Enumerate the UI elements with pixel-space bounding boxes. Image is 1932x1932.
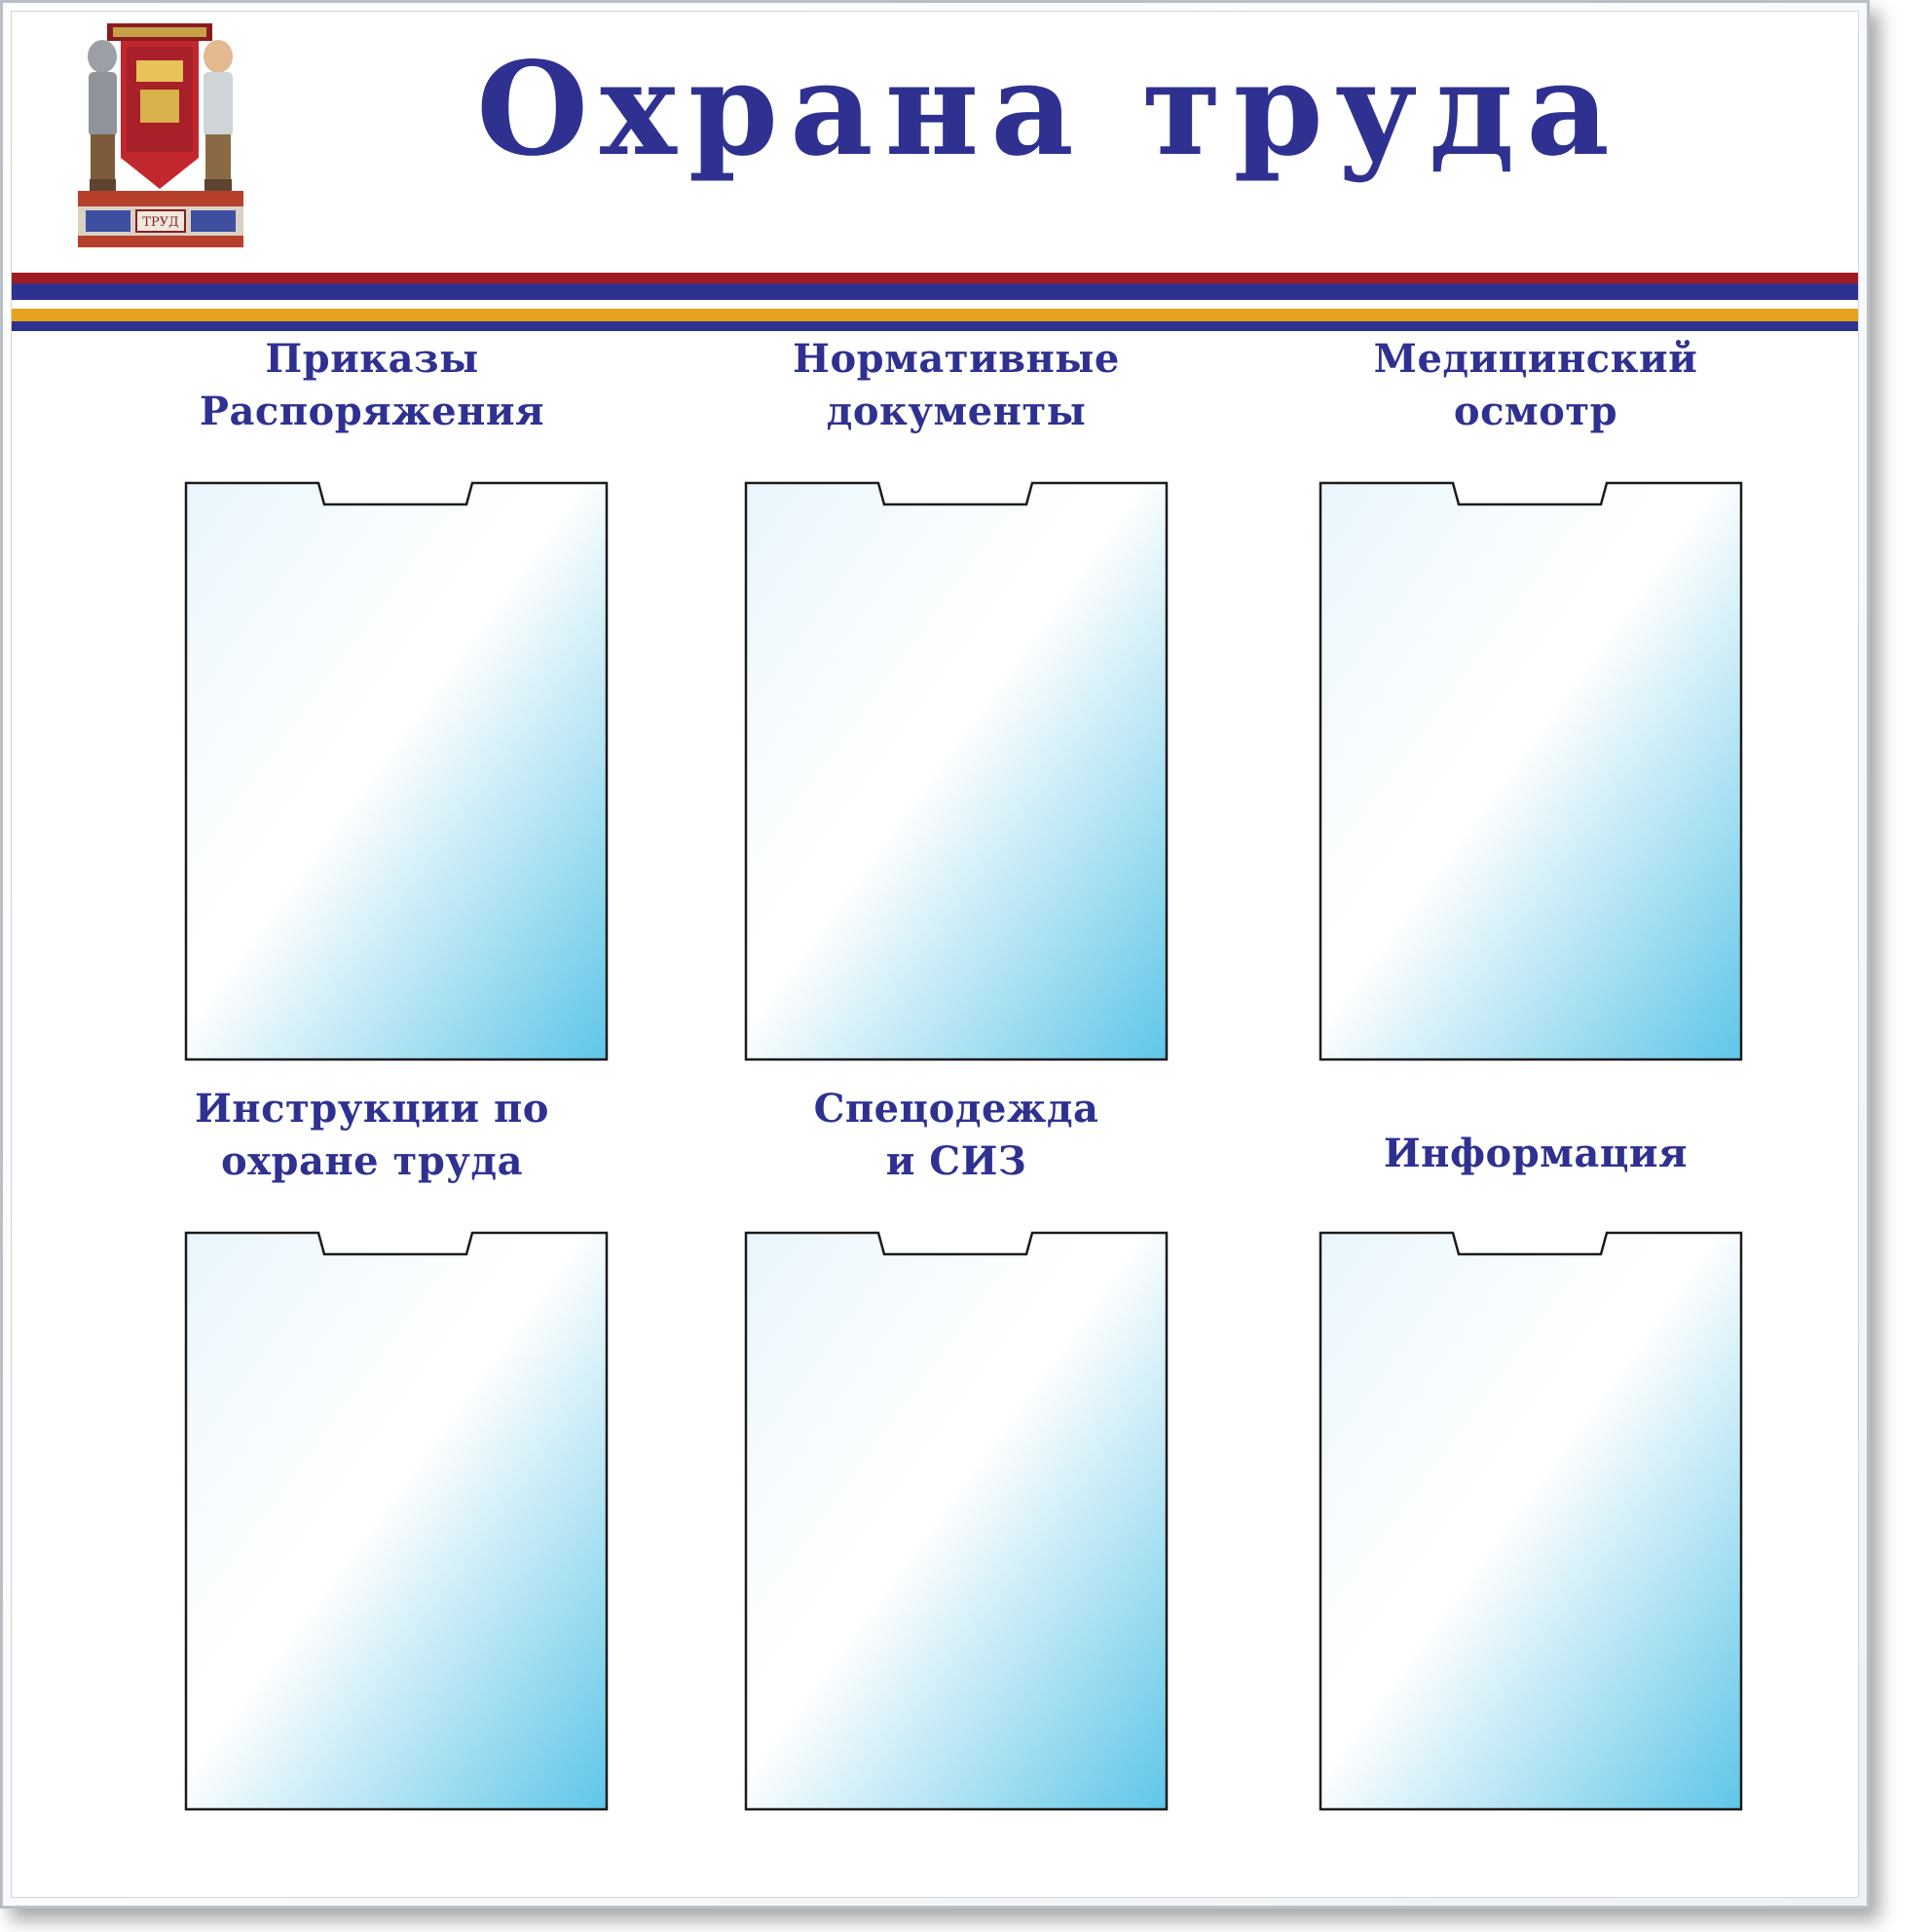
document-pocket-workwear[interactable]: [742, 1229, 1170, 1813]
pocket-grid: [12, 333, 1858, 1833]
document-pocket-medical[interactable]: [1317, 479, 1745, 1063]
pocket-row-2: [12, 1083, 1858, 1833]
stripe-white: [12, 300, 1858, 309]
section-title-line: осмотр: [1453, 389, 1618, 434]
stripe-orange: [12, 309, 1858, 321]
section-title-line: документы: [826, 389, 1087, 434]
section-title-line: Медицинский: [1373, 336, 1698, 382]
section-title-orders: [99, 333, 645, 438]
svg-text:ТРУД: ТРУД: [142, 215, 179, 230]
stripe-red: [12, 273, 1858, 283]
document-pocket-normative[interactable]: [742, 479, 1170, 1063]
section-title-line: Инструкции по: [195, 1086, 549, 1132]
section-title-medical: [1263, 333, 1808, 438]
section-title-line: Спецодежда: [813, 1086, 1099, 1132]
section-title-line: Распоряжения: [199, 389, 545, 434]
section-title-workwear: [684, 1083, 1229, 1188]
stripe-blue-top: [12, 283, 1858, 300]
section-title-line: охране труда: [220, 1138, 523, 1184]
section-title-normative: [684, 333, 1229, 438]
board-header: [12, 12, 1858, 275]
section-normative: [684, 333, 1229, 1083]
stripe-blue-bottom: [12, 321, 1858, 331]
section-workwear: [684, 1083, 1229, 1833]
section-title-line: Приказы: [265, 336, 479, 382]
section-medical: [1263, 333, 1808, 1083]
board-surface: [11, 11, 1859, 1898]
section-title-line: и СИЗ: [885, 1138, 1027, 1184]
section-title-line: Нормативные: [793, 336, 1120, 382]
pocket-row-1: [12, 333, 1858, 1083]
decorative-stripes: [12, 273, 1858, 331]
document-pocket-information[interactable]: [1317, 1229, 1745, 1813]
board-title: Охрана труда: [476, 34, 1621, 185]
document-pocket-instructions[interactable]: [182, 1229, 611, 1813]
document-pocket-orders[interactable]: [182, 479, 611, 1063]
section-instructions: [99, 1083, 645, 1833]
section-orders: [99, 333, 645, 1083]
labor-safety-emblem-icon: [70, 18, 250, 266]
section-information: [1263, 1083, 1808, 1833]
section-title-line: Информация: [1383, 1131, 1689, 1176]
section-title-information: [1263, 1083, 1808, 1180]
section-title-instructions: [99, 1083, 645, 1188]
